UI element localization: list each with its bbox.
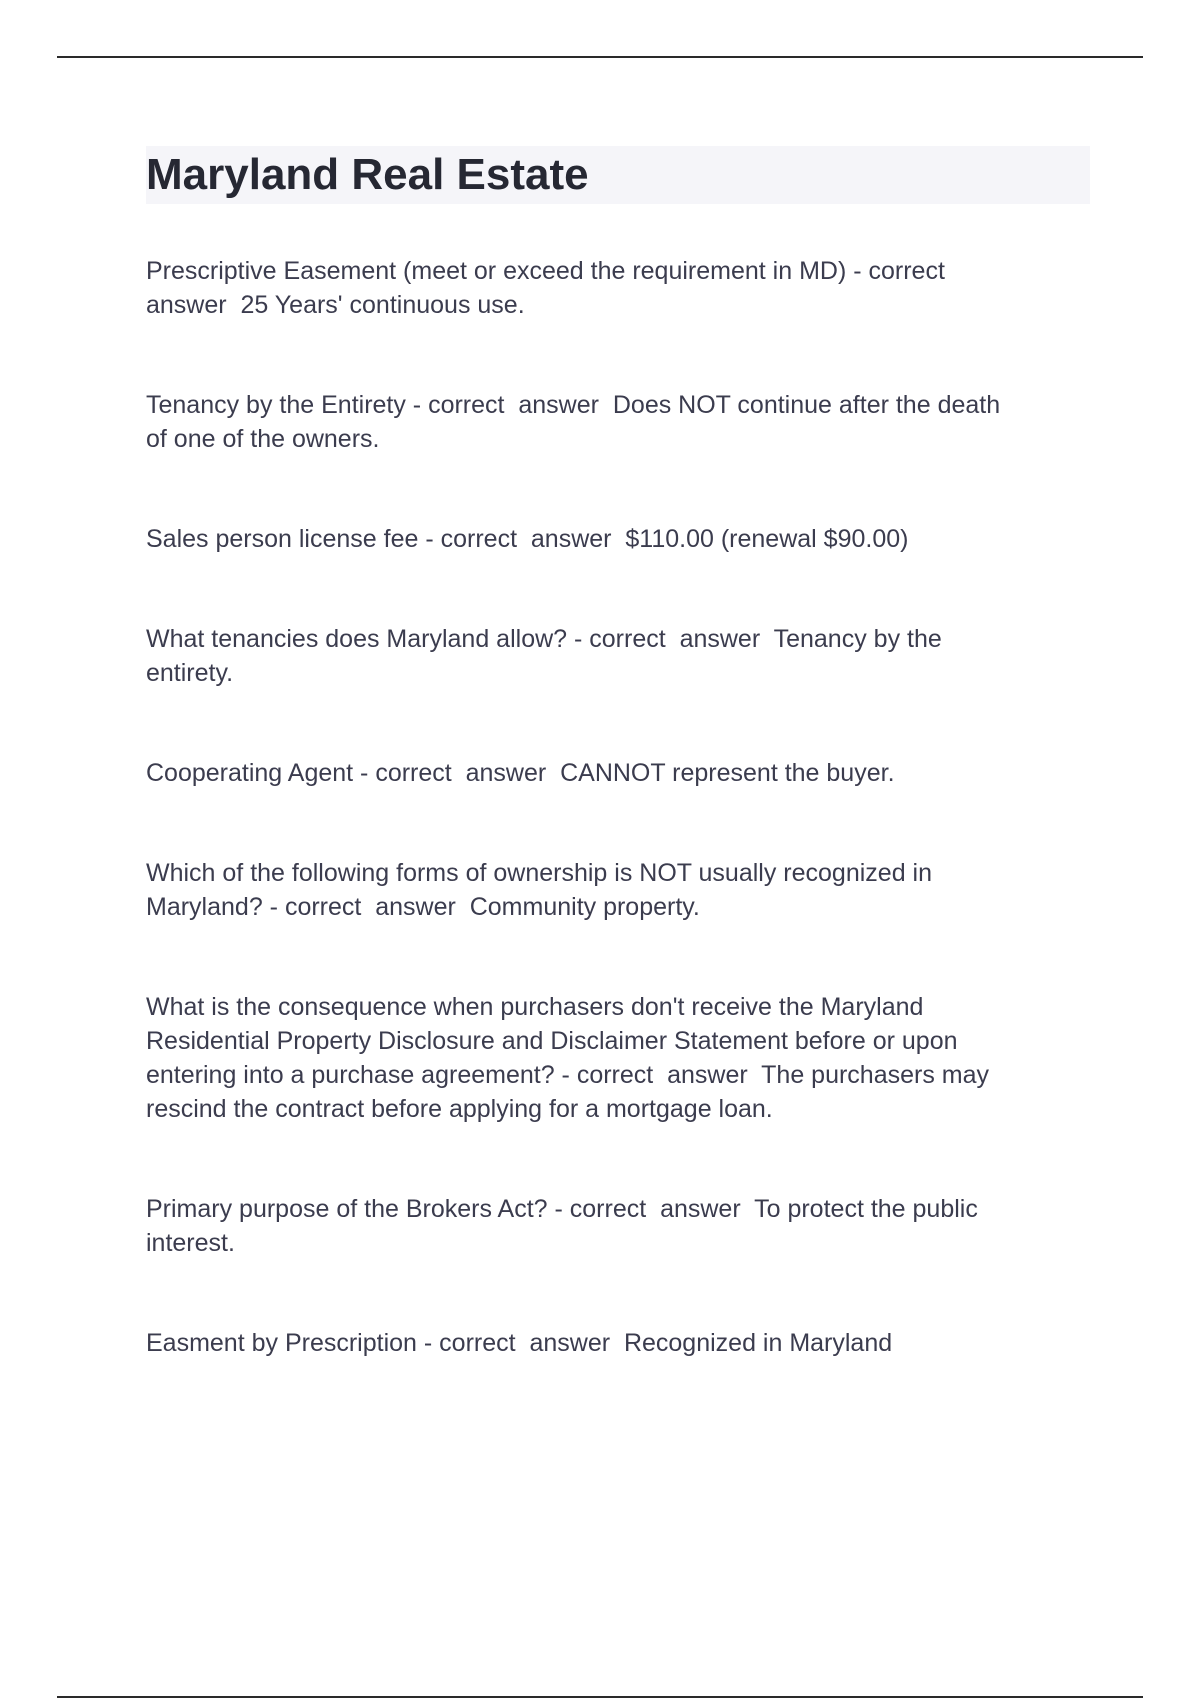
qa-item: Which of the following forms of ownership is NOT usually recognized in Maryland? - correct answer Community property. xyxy=(146,859,932,921)
title-band xyxy=(146,146,1090,204)
bottom-rule xyxy=(57,1696,1143,1698)
qa-item: Primary purpose of the Brokers Act? - correct answer To protect the public interest. xyxy=(146,1195,978,1257)
qa-item: Cooperating Agent - correct answer CANNOT represent the buyer. xyxy=(146,759,895,787)
page-title: Maryland Real Estate xyxy=(146,150,589,199)
qa-item: Easment by Prescription - correct answer Recognized in Maryland xyxy=(146,1329,893,1357)
qa-item: Tenancy by the Entirety - correct answer Does NOT continue after the death of one of the owners. xyxy=(146,391,1001,453)
document-content xyxy=(146,146,1090,1360)
qa-list xyxy=(146,254,1090,1360)
qa-item: Sales person license fee - correct answer $110.00 (renewal $90.00) xyxy=(146,525,909,553)
qa-item: What is the consequence when purchasers don't receive the Maryland Residential Property Disclosure and Disclaimer Statement before or upon entering into a purchase agreement? - correct answer The purchasers may rescind the contract before applying for a mortgage loan. xyxy=(146,993,990,1123)
qa-item: What tenancies does Maryland allow? - correct answer Tenancy by the entirety. xyxy=(146,625,942,687)
top-rule xyxy=(57,56,1143,58)
qa-item: Prescriptive Easement (meet or exceed the requirement in MD) - correct answer 25 Years' continuous use. xyxy=(146,257,945,319)
